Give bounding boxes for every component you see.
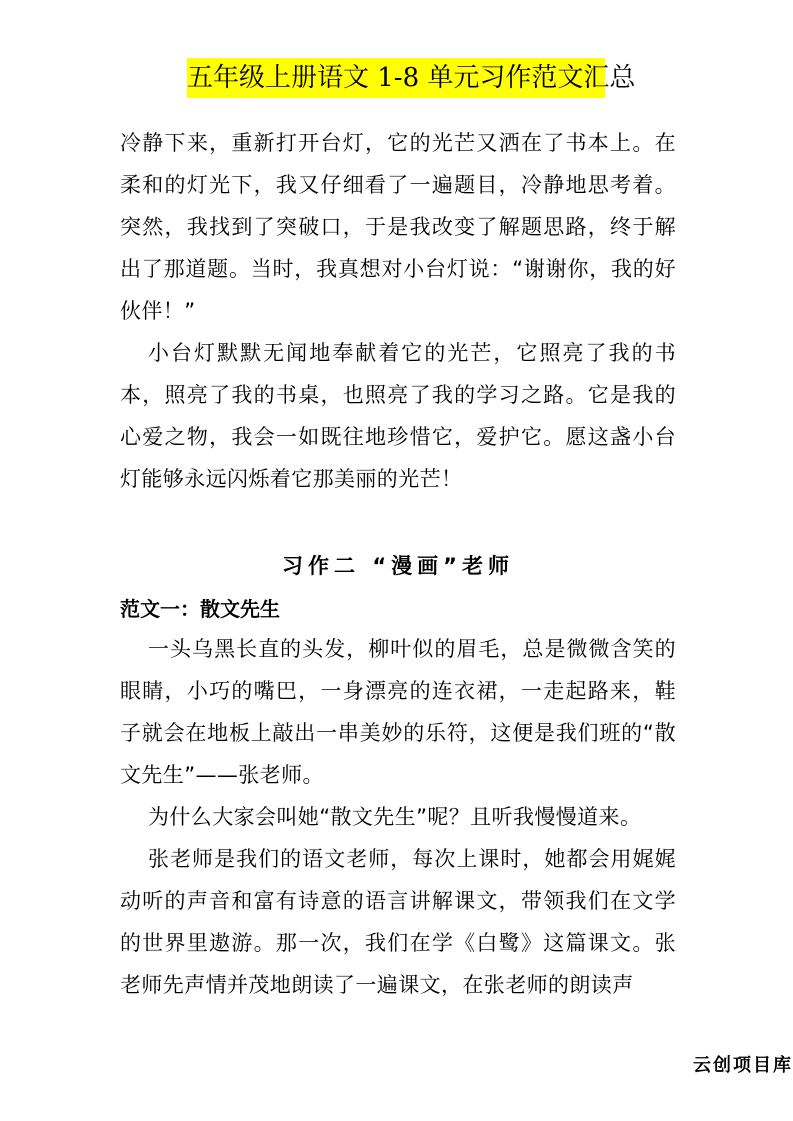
essay-paragraph: 一头乌黑长直的头发，柳叶似的眉毛，总是微微含笑的眼睛，小巧的嘴巴，一身漂亮的连衣裙，一走起路来，鞋子就会在地板上敲出一串美妙的乐符，这便是我们班的“散文先生”——张老师。	[120, 637, 676, 787]
essay-paragraph: 为什么大家会叫她“散文先生”呢？且听我慢慢道来。	[148, 805, 642, 829]
page-title: 五年级上册语文 1-8 单元习作范文汇总	[187, 58, 605, 98]
essay-paragraph: 张老师是我们的语文老师，每次上课时，她都会用娓娓动听的声音和富有诗意的语言讲解课文，带领我们在文学的世界里遨游。那一次，我们在学《白鹭》这篇课文。张老师先声情并茂地朗读了一遍课文，在张老师的朗读声	[120, 847, 676, 997]
section-heading: 习作二 “漫画”老师	[282, 554, 514, 578]
essay-subheading: 范文一：散文先生	[120, 597, 280, 621]
essay-paragraph: 小台灯默默无闻地奉献着它的光芒，它照亮了我的书本，照亮了我的书桌，也照亮了我的学习之路。它是我的心爱之物，我会一如既往地珍惜它，爱护它。愿这盏小台灯能够永远闪烁着它那美丽的光芒！	[120, 341, 676, 491]
watermark-label: 云创项目库	[693, 1055, 793, 1076]
essay-paragraph: 冷静下来，重新打开台灯，它的光芒又洒在了书本上。在柔和的灯光下，我又仔细看了一遍题目，冷静地思考着。突然，我找到了突破口，于是我改变了解题思路，终于解出了那道题。当时，我真想对小台灯说：“谢谢你，我的好伙伴！”	[120, 131, 676, 323]
